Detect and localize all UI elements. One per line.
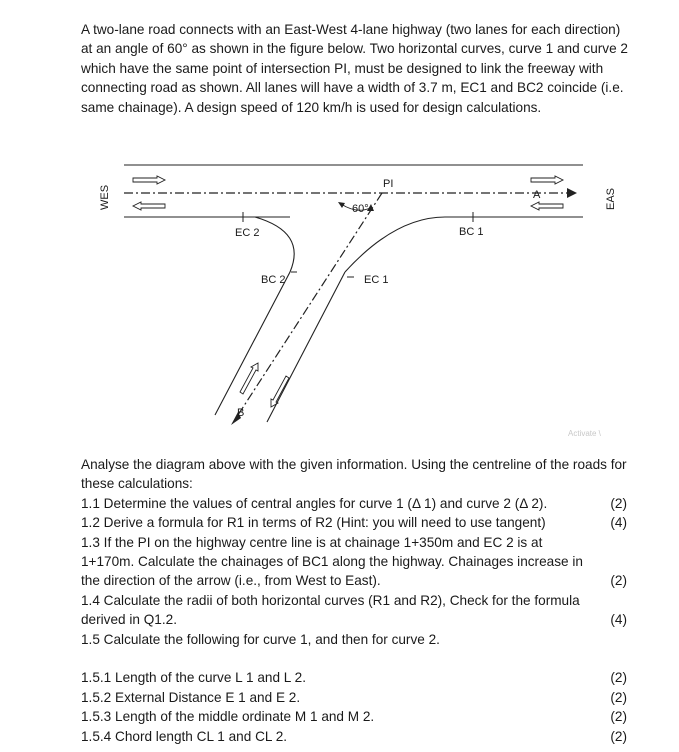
west-label: WES: [99, 184, 111, 210]
lane-arrow-top-right: [531, 176, 563, 184]
question-text: 1.5.4 Chord length CL 1 and CL 2.: [81, 728, 288, 744]
question-marks: (2): [610, 728, 627, 744]
question-1-3: [81, 533, 627, 591]
intro-paragraph: A two-lane road connects with an East-West 4-lane highway (two lanes for each direction) at an angle of 60° as shown in the figure below. Two horizontal curves, curve 1 and curve 2 which have the same point of intersection PI, must be designed to link the freeway with connecting road as shown. All lanes will have a width of 3.7 m, EC1 and BC2 coincide (i.e. same chainage). A design speed of 120 km/h is used for design calculations.: [81, 22, 628, 115]
question-text: 1.5.1 Length of the curve L 1 and L 2.: [81, 670, 306, 686]
questions-block: [81, 455, 627, 746]
point-b-label: B: [237, 407, 245, 419]
analyse-paragraph: Analyse the diagram above with the given information. Using the centreline of the roads for these calculations:: [81, 457, 627, 492]
question-marks: (2): [610, 709, 627, 725]
angle-label: 60°: [352, 203, 369, 215]
question-1-5-3: [81, 707, 627, 726]
bc2-label: BC 2: [261, 274, 286, 286]
pi-label: PI: [383, 178, 394, 190]
connector-lane-arrow-down: [271, 376, 289, 407]
question-1-5: [81, 630, 627, 649]
ec2-label: EC 2: [235, 227, 260, 239]
question-1-5-1: [81, 668, 627, 687]
point-a-label: A: [533, 189, 541, 201]
east-label: EAS: [605, 187, 617, 210]
east-arrow-head: [567, 188, 577, 198]
curve-2-road-edge: [215, 217, 294, 415]
question-text: 1.5.2 External Distance E 1 and E 2.: [81, 689, 301, 705]
question-marks: (4): [610, 515, 627, 531]
question-marks: (2): [610, 573, 627, 589]
connector-centreline: [238, 193, 382, 415]
lane-arrow-bottom-left: [133, 202, 165, 210]
question-marks: (2): [610, 670, 627, 686]
lane-arrow-bottom-right: [531, 202, 563, 210]
question-text: 1.1 Determine the values of central angles for curve 1 (Δ 1) and curve 2 (Δ 2).: [81, 495, 548, 511]
question-text: 1.3 If the PI on the highway centre line is at chainage 1+350m and EC 2 is at 1+170m. Calculate the chainages of BC1 along the highway. Chainages increase in the direction of the arrow (i.e., from West to East).: [81, 534, 583, 589]
question-1-4: [81, 591, 627, 630]
question-text: 1.2 Derive a formula for R1 in terms of R2 (Hint: you will need to use tangent): [81, 515, 546, 531]
question-marks: (2): [610, 495, 627, 511]
road-diagram: [95, 160, 625, 440]
ec1-label: EC 1: [364, 274, 389, 286]
question-marks: (4): [610, 612, 627, 628]
lane-arrow-top-left: [133, 176, 165, 184]
question-text: 1.4 Calculate the radii of both horizontal curves (R1 and R2), Check for the formula derived in Q1.2.: [81, 592, 580, 628]
bc1-label: BC 1: [459, 226, 484, 238]
curve-1-road-edge: [345, 217, 445, 272]
angle-arrow-left: [338, 202, 345, 208]
question-text: 1.5.3 Length of the middle ordinate M 1 and M 2.: [81, 709, 375, 725]
question-1-5-2: [81, 688, 627, 707]
question-1-2: [81, 513, 627, 532]
question-text: 1.5 Calculate the following for curve 1, and then for curve 2.: [81, 631, 440, 647]
question-marks: (2): [610, 689, 627, 705]
question-1-1: [81, 494, 627, 513]
watermark-text: Activate \: [568, 429, 601, 438]
question-1-5-4: [81, 727, 627, 746]
